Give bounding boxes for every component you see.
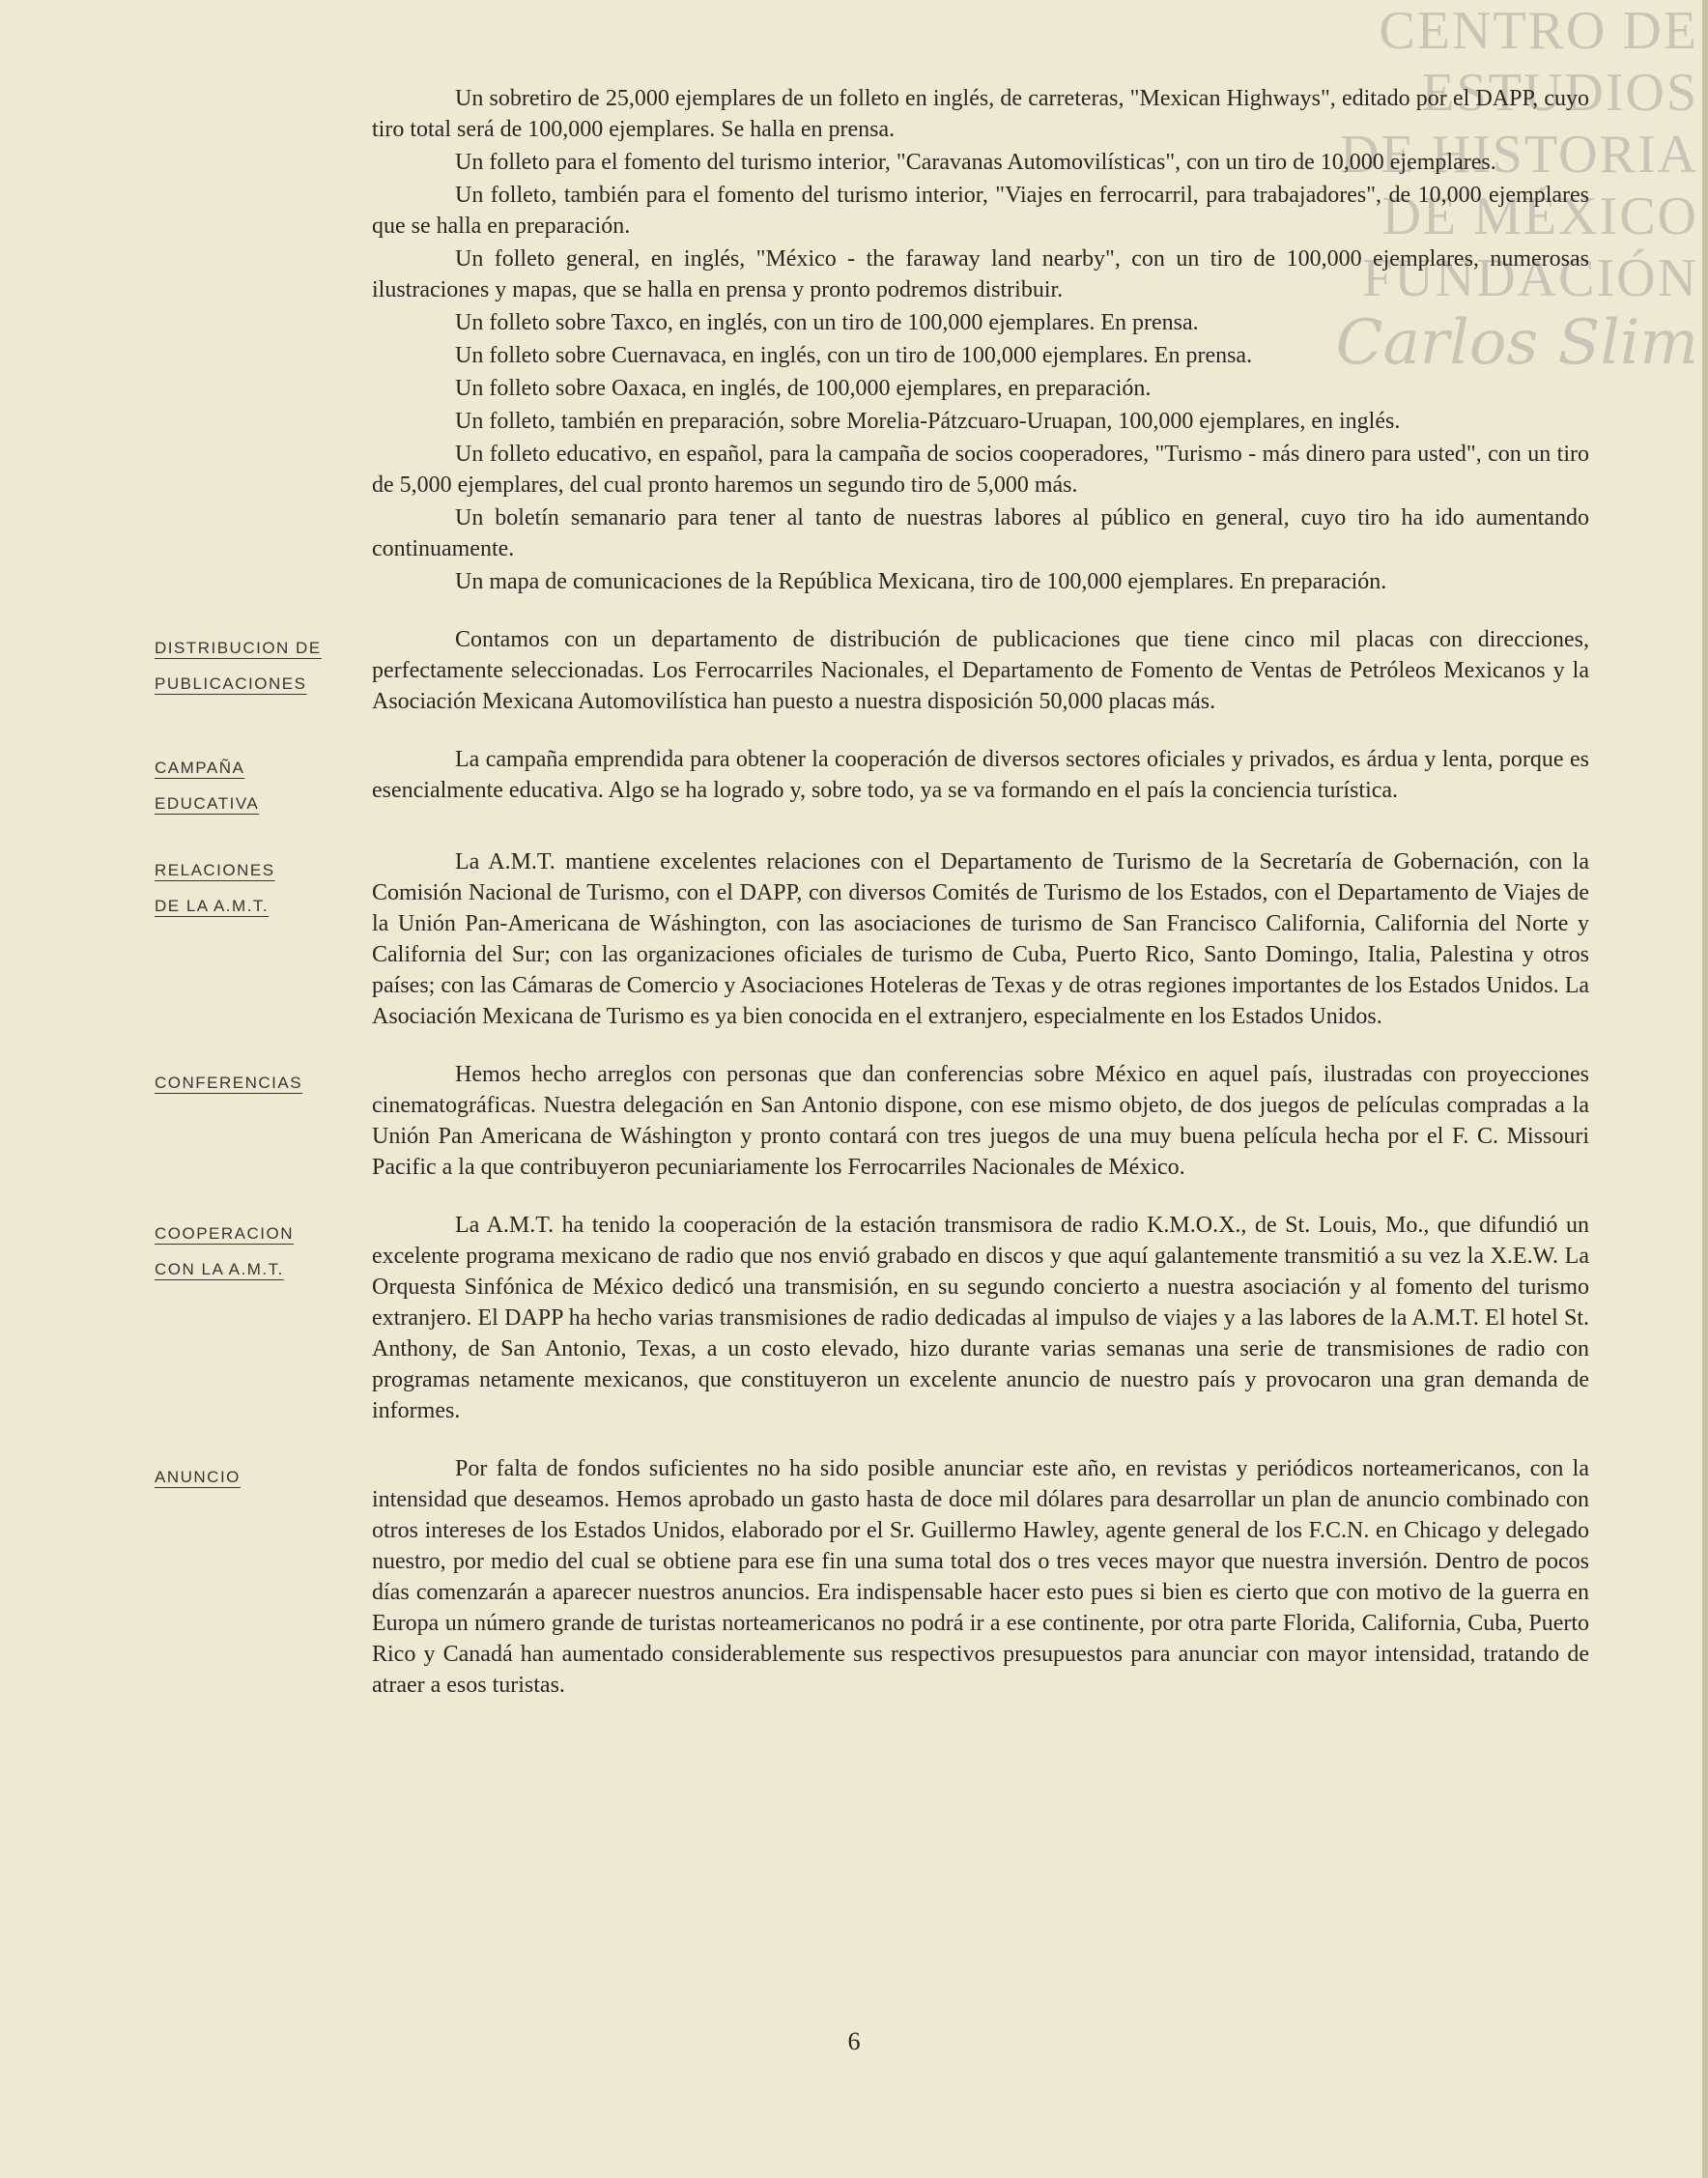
intro-paragraph: Un folleto general, en inglés, "México - the faraway land nearby", con un tiro de 100,000 ejemplares, numerosas ilustraciones y mapas, que se halla en prensa y pronto podremos distribuir. bbox=[372, 246, 1589, 302]
intro-paragraph: Un mapa de comunicaciones de la República Mexicana, tiro de 100,000 ejemplares. En preparación. bbox=[455, 569, 1387, 594]
intro-paragraph: Un folleto sobre Taxco, en inglés, con un tiro de 100,000 ejemplares. En prensa. bbox=[455, 310, 1199, 335]
intro-text bbox=[372, 83, 1589, 599]
section-label-line: CON LA A.M.T. bbox=[155, 1260, 284, 1278]
section-paragraph: Contamos con un departamento de distribución de publicaciones que tiene cinco mil placas con direcciones, perfectamente seleccionadas. Los Ferrocarriles Nacionales, el Departamento de Fomento de Ventas de Petróleos Mexicanos y la Asociación Mexicana Automovilística han puesto a nuestra disposición 50,000 placas más. bbox=[372, 627, 1589, 714]
section-distribucion bbox=[155, 624, 1589, 719]
section-label bbox=[155, 846, 372, 924]
intro-margin bbox=[155, 83, 372, 89]
intro-paragraph: Un folleto para el fomento del turismo interior, "Caravanas Automovilísticas", con un tiro de 10,000 ejemplares. bbox=[455, 150, 1496, 175]
watermark-line: FUNDACIÓN bbox=[1362, 248, 1698, 308]
section-cooperacion bbox=[155, 1210, 1589, 1428]
watermark-line: ESTUDIOS bbox=[1421, 63, 1698, 123]
section-paragraph: La A.M.T. mantiene excelentes relaciones con el Departamento de Turismo de la Secretaría de Gobernación, con la Comisión Nacional de Turismo, con el DAPP, con diversos Comités de Turismo de los Estados, con el Departamento de Viajes de la Unión Pan-Americana de Wáshington, con las asociaciones de turismo de San Francisco California, California del Norte y California del Sur; con las organizaciones oficiales de turismo de Cuba, Puerto Rico, Santo Domingo, Italia, Palestina y otros países; con las Cámaras de Comercio y Asociaciones Hoteleras de Texas y de otras regiones importantes de los Estados Unidos. La Asociación Mexicana de Turismo es ya bien conocida en el extranjero, especialmente en los Estados Unidos. bbox=[372, 849, 1589, 1029]
section-label bbox=[155, 1210, 372, 1287]
watermark-line: CENTRO DE bbox=[1379, 1, 1698, 61]
page-edge bbox=[1702, 0, 1708, 2178]
intro-block bbox=[155, 83, 1589, 599]
section-label-line: CAMPAÑA bbox=[155, 759, 245, 777]
intro-paragraph: Un sobretiro de 25,000 ejemplares de un folleto en inglés, de carreteras, "Mexican Highways", editado por el DAPP, cuyo tiro total será de 100,000 ejemplares. Se halla en prensa. bbox=[372, 86, 1589, 142]
section-anuncio bbox=[155, 1453, 1589, 1703]
intro-paragraph: Un folleto, también para el fomento del turismo interior, "Viajes en ferrocarril, para trabajadores", de 10,000 ejemplares que se halla en preparación. bbox=[372, 183, 1589, 239]
section-label bbox=[155, 1453, 372, 1495]
intro-paragraph: Un folleto sobre Oaxaca, en inglés, de 100,000 ejemplares, en preparación. bbox=[455, 376, 1152, 401]
section-campana bbox=[155, 744, 1589, 821]
section-label-line: CONFERENCIAS bbox=[155, 1074, 303, 1092]
section-conferencias bbox=[155, 1059, 1589, 1185]
watermark-line: DE HISTORIA bbox=[1340, 125, 1698, 185]
section-label-line: PUBLICACIONES bbox=[155, 674, 307, 693]
section-label bbox=[155, 624, 372, 702]
section-label-line: DE LA A.M.T. bbox=[155, 897, 270, 915]
section-paragraph: La campaña emprendida para obtener la cooperación de diversos sectores oficiales y privados, es árdua y lenta, porque es esencialmente educativa. Algo se ha logrado y, sobre todo, ya se va formando en el país la conciencia turística. bbox=[372, 747, 1589, 803]
intro-paragraph: Un boletín semanario para tener al tanto de nuestras labores al público en general, cuyo tiro ha ido aumentando continuamente. bbox=[372, 505, 1589, 561]
watermark-signature: Carlos Slim bbox=[1335, 307, 1698, 379]
section-label-line: ANUNCIO bbox=[155, 1468, 241, 1486]
section-paragraph: Por falta de fondos suficientes no ha sido posible anunciar este año, en revistas y periódicos norteamericanos, con la intensidad que deseamos. Hemos aprobado un gasto hasta de doce mil dólares para desarrollar un plan de anuncio combinado con otros intereses de los Estados Unidos, elaborado por el Sr. Guillermo Hawley, agente general de los F.C.N. en Chicago y delegado nuestro, por medio del cual se obtiene para ese fin una suma total dos o tres veces mayor que nuestra inversión. Dentro de pocos días comenzarán a aparecer nuestros anuncios. Era indispensable hacer esto pues si bien es cierto que con motivo de la guerra en Europa un número grande de turistas norteamericanos no podrá ir a ese continente, por otra parte Florida, California, Cuba, Puerto Rico y Canadá han aumentado considerablemente sus respectivos presupuestos para anunciar con mayor intensidad, tratando de atraer a esos turistas. bbox=[372, 1456, 1589, 1698]
page-number: 6 bbox=[847, 2027, 861, 2055]
section-label-line: RELACIONES bbox=[155, 861, 275, 879]
intro-paragraph: Un folleto, también en preparación, sobre Morelia-Pátzcuaro-Uruapan, 100,000 ejemplares, en inglés. bbox=[455, 409, 1401, 434]
section-label-line: COOPERACION bbox=[155, 1224, 295, 1243]
section-paragraph: La A.M.T. ha tenido la cooperación de la estación transmisora de radio K.M.O.X., de St. Louis, Mo., que difundió un excelente programa mexicano de radio que nos envió grabado en discos y que aquí galantemente transmitió a su vez la X.E.W. La Orquesta Sinfónica de México dedicó una transmisión, en su segundo concierto a nuestra asociación y al fomento del turismo extranjero. El DAPP ha hecho varias transmisiones de radio dedicadas al impulso de viajes y a las labores de la A.M.T. El hotel St. Anthony, de San Antonio, Texas, a un costo elevado, hizo durante varias semanas una serie de transmisiones de radio con programas netamente mexicanos, que constituyeron un excelente anuncio de nuestro país y provocaron una gran demanda de informes. bbox=[372, 1213, 1589, 1423]
section-label-line: EDUCATIVA bbox=[155, 794, 260, 813]
section-label-line: DISTRIBUCION DE bbox=[155, 639, 322, 657]
section-relaciones bbox=[155, 846, 1589, 1034]
section-label bbox=[155, 1059, 372, 1101]
watermark-line: DE MÉXICO bbox=[1381, 186, 1698, 246]
document-body bbox=[155, 83, 1589, 1703]
intro-paragraph: Un folleto educativo, en español, para la campaña de socios cooperadores, "Turismo - más dinero para usted", con un tiro de 5,000 ejemplares, del cual pronto haremos un segundo tiro de 5,000 más. bbox=[372, 442, 1589, 498]
section-label bbox=[155, 744, 372, 821]
section-paragraph: Hemos hecho arreglos con personas que dan conferencias sobre México en aquel país, ilustradas con proyecciones cinematográficas. Nuestra delegación en San Antonio dispone, con ese mismo objeto, de dos juegos de películas compradas a la Unión Pan Americana de Wáshington y pronto contará con tres juegos de una muy buena película hecha por el F. C. Missouri Pacific a la que contribuyeron pecuniariamente los Ferrocarriles Nacionales de México. bbox=[372, 1062, 1589, 1180]
intro-paragraph: Un folleto sobre Cuernavaca, en inglés, con un tiro de 100,000 ejemplares. En prensa. bbox=[455, 343, 1253, 368]
